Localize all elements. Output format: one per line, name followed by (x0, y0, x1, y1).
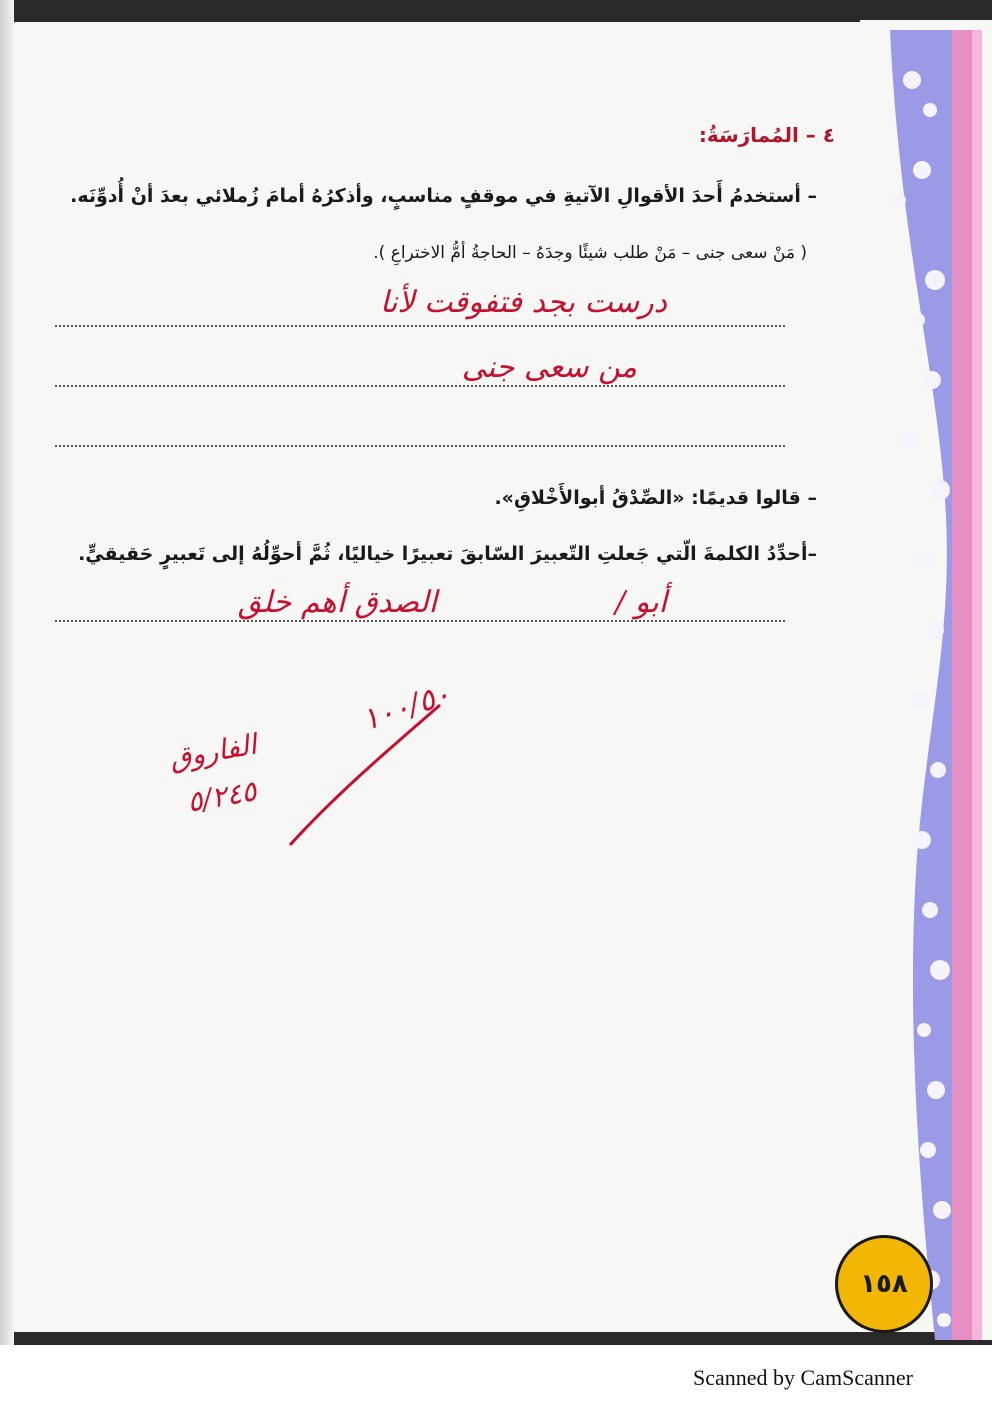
book-page (10, 22, 970, 1332)
instruction-quote: – قالوا قديمًا: «الصِّدْقُ أبوالأَخْلاقِ». (494, 487, 817, 509)
answer-line (55, 620, 785, 622)
handwritten-date: ٥/٢٤٥ (185, 774, 260, 819)
handwritten-word: أبو / (615, 585, 667, 620)
handwritten-answer-2: من سعى جنى (461, 350, 637, 385)
instruction-identify-word: –أحدِّدُ الكلمةَ الّتي جَعلتِ التّعبيرَ السّابقَ تعبيرًا خياليًا، ثُمَّ أحوِّلُهُ إلى تَعبيرٍ حَقيقيٍّ. (78, 543, 817, 565)
answer-line (55, 445, 785, 447)
page-binding-shadow (0, 0, 14, 1345)
scanner-footer: Scanned by CamScanner (693, 1365, 913, 1390)
sayings-list: ( مَنْ سعى جنى – مَنْ طلب شيئًا وجدَهُ – الحاجةُ أمُّ الاختراعِ ). (373, 243, 807, 263)
section-heading: ٤ – المُمارَسَةُ: (698, 123, 835, 147)
answer-line (55, 325, 785, 327)
page-number: ١٥٨ (860, 1269, 908, 1299)
grade-mark: ١٠٠/٥٠ (358, 676, 456, 739)
handwritten-answer-1: درست بجد فتفوقت لأنا (380, 285, 667, 320)
handwritten-rewrite: الصدق أهم خلق (237, 585, 437, 620)
answer-line (55, 385, 785, 387)
grade-slash (280, 700, 450, 850)
instruction-use-saying: – أستخدمُ أَحدَ الأقوالِ الآتيةِ في موقفٍ مناسبٍ، وأذكرُهُ أمامَ زُملائي بعدَ أنْ أُدوِّنَه. (70, 185, 817, 207)
decorative-page-edge (860, 20, 992, 1340)
teacher-name: الفاروق (167, 727, 260, 776)
page-number-badge (835, 1235, 933, 1333)
